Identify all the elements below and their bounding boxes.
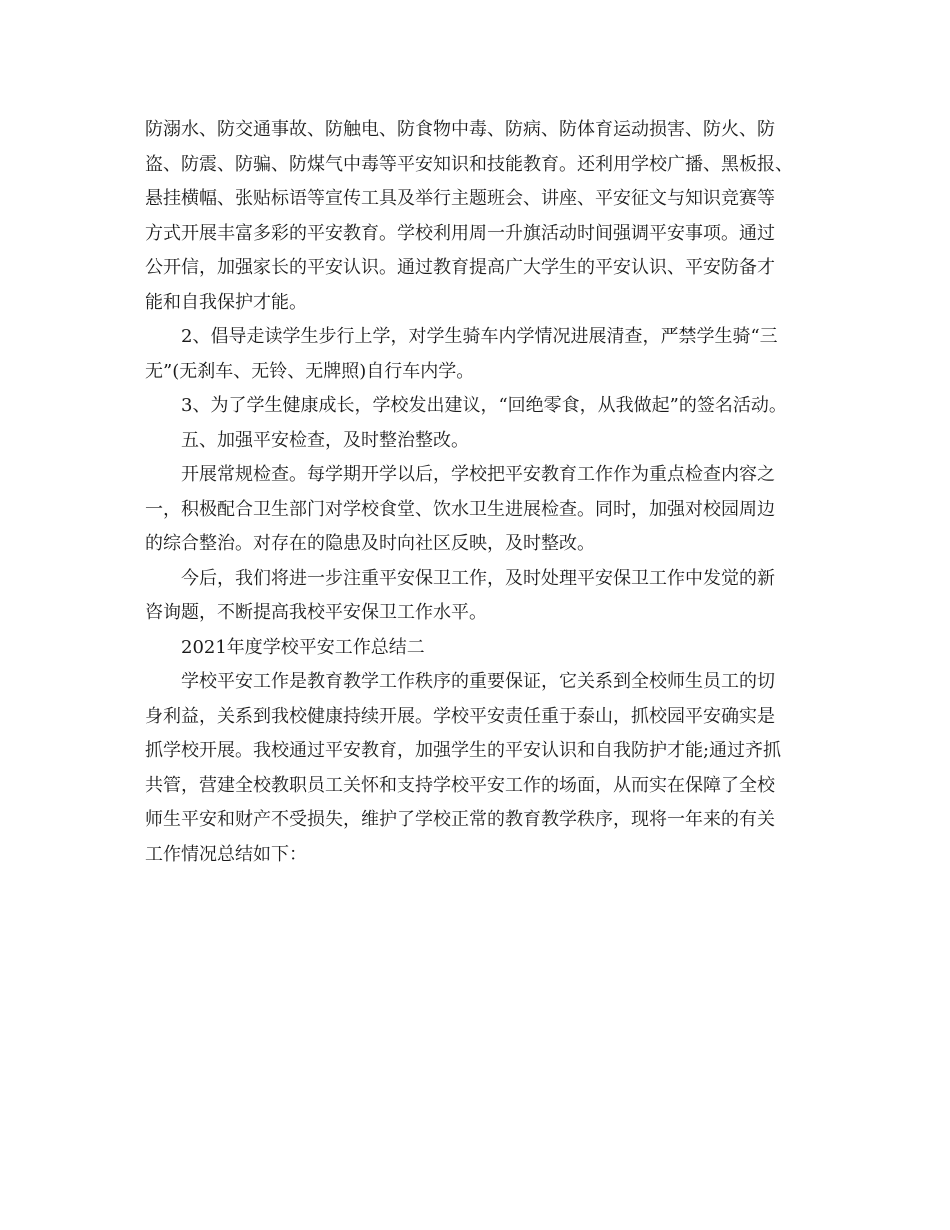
document-subtitle: 2021年度学校平安工作总结二 (181, 636, 425, 658)
text-line: 3、为了学生健康成长，学校发出建议，“回绝零食，从我做起”的签名活动。 (181, 395, 787, 416)
text-line: 师生平安和财产不受损失，维护了学校正常的教育教学秩序，现将一年来的有关 (145, 809, 775, 830)
text-line: 开展常规检查。每学期开学以后，学校把平安教育工作作为重点检查内容之 (181, 464, 775, 485)
text-line: 抓学校开展。我校通过平安教育，加强学生的平安认识和自我防护才能;通过齐抓 (145, 740, 782, 761)
document-body (145, 113, 825, 872)
text-line: 公开信，加强家长的平安认识。通过教育提高广大学生的平安认识、平安防备才 (145, 257, 775, 278)
text-line: 2、倡导走读学生步行上学，对学生骑车内学情况进展清查，严禁学生骑“三 (181, 326, 778, 347)
text-line: 防溺水、防交通事故、防触电、防食物中毒、防病、防体育运动损害、防火、防 (145, 119, 775, 140)
text-line: 无”(无刹车、无铃、无牌照)自行车内学。 (145, 360, 475, 382)
text-line: 学校平安工作是教育教学工作秩序的重要保证，它关系到全校师生员工的切 (181, 671, 775, 692)
text-line: 方式开展丰富多彩的平安教育。学校利用周一升旗活动时间强调平安事项。通过 (145, 222, 775, 244)
text-line: 身利益，关系到我校健康持续开展。学校平安责任重于泰山，抓校园平安确实是 (145, 705, 775, 727)
section-heading: 五、加强平安检查，及时整治整改。 (181, 429, 469, 451)
text-line: 工作情况总结如下： (145, 843, 307, 865)
text-line: 盗、防震、防骗、防煤气中毒等平安知识和技能教育。还利用学校广播、黑板报、 (145, 153, 793, 175)
text-line: 的综合整治。对存在的隐患及时向社区反映，及时整改。 (145, 533, 595, 554)
text-line: 一，积极配合卫生部门对学校食堂、饮水卫生进展检查。同时，加强对校园周边 (145, 498, 775, 520)
text-line: 咨询题，不断提高我校平安保卫工作水平。 (145, 602, 487, 623)
text-line: 共管，营建全校教职员工关怀和支持学校平安工作的场面，从而实在保障了全校 (145, 774, 775, 796)
text-line: 今后，我们将进一步注重平安保卫工作，及时处理平安保卫工作中发觉的新 (181, 567, 775, 589)
text-line: 悬挂横幅、张贴标语等宣传工具及举行主题班会、讲座、平安征文与知识竞赛等 (145, 188, 775, 209)
text-line: 能和自我保护才能。 (145, 291, 307, 313)
